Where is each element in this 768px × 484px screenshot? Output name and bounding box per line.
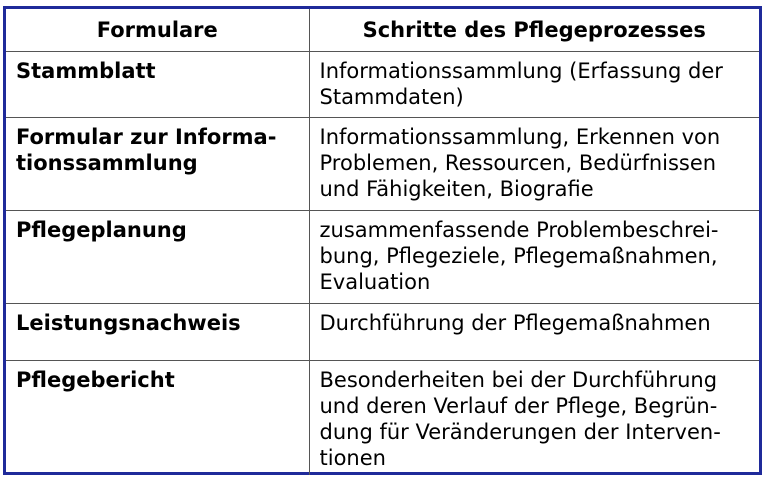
process-step-cell: Besonderheiten bei der Durchführung und deren Verlauf der Pflege, Begründung für Veränderungen der Interventionen xyxy=(309,360,759,475)
process-step-cell: Informationssammlung, Erkennen von Problemen, Ressourcen, Bedürfnissen und Fähigkeiten, Biografie xyxy=(309,117,759,210)
form-name-cell: Pflegebericht xyxy=(6,360,309,475)
process-step-cell: Durchführung der Pflegemaßnahmen xyxy=(309,303,759,360)
process-step-cell: zusammenfassende Problembeschreibung, Pflegeziele, Pflegemaßnahmen, Evaluation xyxy=(309,210,759,303)
process-step-cell: Informationssammlung (Erfassung der Stammdaten) xyxy=(309,51,759,117)
table-row xyxy=(6,210,759,303)
table-row xyxy=(6,117,759,210)
table-row xyxy=(6,303,759,360)
column-header-forms: Formulare xyxy=(6,9,309,51)
form-name-cell: Leistungsnachweis xyxy=(6,303,309,360)
table-row xyxy=(6,51,759,117)
table-header-row xyxy=(6,9,759,51)
form-name-cell: Pflegeplanung xyxy=(6,210,309,303)
form-name-cell: Formular zur Informationssammlung xyxy=(6,117,309,210)
table-row xyxy=(6,360,759,475)
column-header-steps: Schritte des Pflegeprozesses xyxy=(309,9,759,51)
table-frame xyxy=(3,6,762,475)
forms-table xyxy=(6,9,759,475)
form-name-cell: Stammblatt xyxy=(6,51,309,117)
